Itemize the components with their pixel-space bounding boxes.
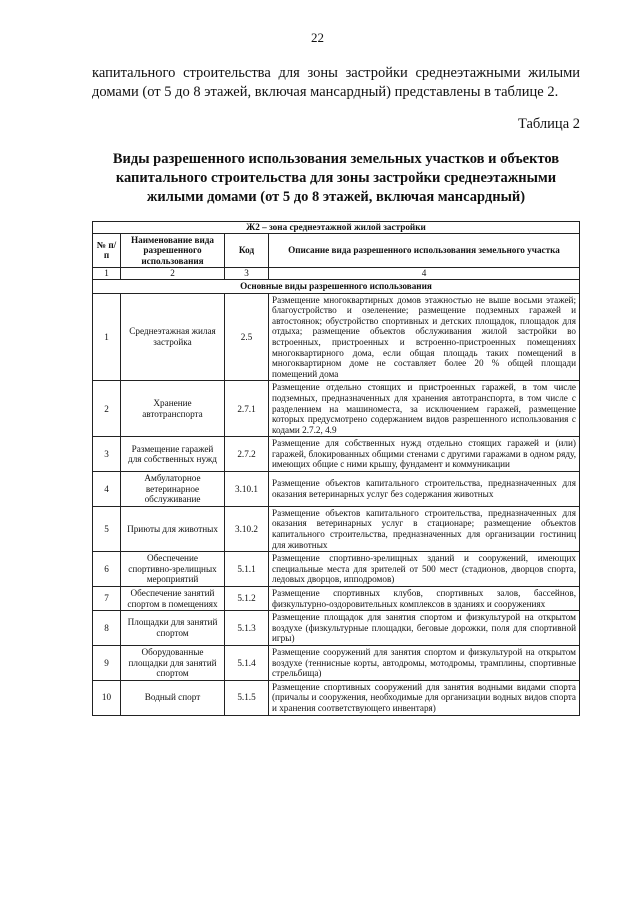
- use-name: Среднеэтажная жилая застройка: [121, 293, 225, 381]
- use-name: Оборудованные площадки для занятий спортом: [121, 645, 225, 680]
- use-description: Размещение спортивных клубов, спортивных залов, бассейнов, физкультурно-оздоровительных комплексов в зданиях и сооружениях: [269, 587, 580, 611]
- header-desc: Описание вида разрешенного использования земельного участка: [269, 233, 580, 268]
- table-label: Таблица 2: [517, 116, 580, 132]
- use-description: Размещение спортивно-зрелищных зданий и сооружений, имеющих специальные места для зрителей от 500 мест (стадионов, дворцов спорта, ледовых дворцов, ипподромов): [269, 552, 580, 587]
- use-description: Размещение отдельно стоящих и пристроенных гаражей, в том числе подземных, предназначенных для хранения автотранспорта, в том числе с разделением на машиноместа, за исключением гаражей, размещение которых предусмотрено содержанием видов разрешенного использования с кодами 2.7.2, 4.9: [269, 381, 580, 437]
- header-row: [93, 233, 580, 268]
- row-number: 5: [93, 506, 121, 551]
- use-code: 5.1.5: [225, 680, 269, 715]
- row-number: 4: [93, 472, 121, 507]
- use-code: 3.10.2: [225, 506, 269, 551]
- use-description: Размещение объектов капитального строительства, предназначенных для оказания ветеринарных услуг без содержания животных: [269, 472, 580, 507]
- row-number: 1: [93, 293, 121, 381]
- use-name: Водный спорт: [121, 680, 225, 715]
- table-row: [93, 680, 580, 715]
- table-row: [93, 381, 580, 437]
- land-use-table: [92, 221, 580, 716]
- section-title: Основные виды разрешенного использования: [93, 279, 580, 293]
- use-code: 5.1.3: [225, 611, 269, 646]
- use-name: Приюты для животных: [121, 506, 225, 551]
- use-code: 3.10.1: [225, 472, 269, 507]
- header-num: № п/п: [93, 233, 121, 268]
- header-code: Код: [225, 233, 269, 268]
- table-row: [93, 552, 580, 587]
- row-number: 6: [93, 552, 121, 587]
- use-code: 5.1.1: [225, 552, 269, 587]
- use-description: Размещение площадок для занятия спортом и физкультурой на открытом воздухе (физкультурные площадки, беговые дорожки, поля для спортивной игры): [269, 611, 580, 646]
- row-number: 2: [93, 381, 121, 437]
- use-name: Амбулаторное ветеринарное обслуживание: [121, 472, 225, 507]
- zone-title-row: [93, 222, 580, 234]
- row-number: 9: [93, 645, 121, 680]
- column-index-row: [93, 268, 580, 280]
- use-description: Размещение многоквартирных домов этажностью не выше восьми этажей; благоустройство и озеленение; размещение подземных гаражей и автостоянок; обустройство спортивных и детских площадок, площадок для отдыха; размещение объектов обслуживания жилой застройки во встроенных, пристроенных и встроенно-пристроенных помещениях многоквартирного дома, если общая площадь таких помещений в многоквартирном доме не составляет более 20 % общей площади помещений дома: [269, 293, 580, 381]
- column-index: 4: [269, 268, 580, 280]
- header-name: Наименование вида разрешенного использования: [121, 233, 225, 268]
- use-name: Обеспечение спортивно-зрелищных мероприятий: [121, 552, 225, 587]
- use-code: 5.1.2: [225, 587, 269, 611]
- use-description: Размещение спортивных сооружений для занятия водными видами спорта (причалы и сооружения, необходимые для организации водных видов спорта и хранения соответствующего инвентаря): [269, 680, 580, 715]
- use-name: Размещение гаражей для собственных нужд: [121, 437, 225, 472]
- intro-text: капитального строительства для зоны застройки среднеэтажными жилыми домами (от 5 до 8 этажей, включая мансардный) представлены в таблице 2.: [92, 65, 580, 100]
- table-row: [93, 293, 580, 381]
- use-code: 2.5: [225, 293, 269, 381]
- zone-title: Ж2 – зона среднеэтажной жилой застройки: [93, 222, 580, 234]
- use-code: 5.1.4: [225, 645, 269, 680]
- table-row: [93, 587, 580, 611]
- use-description: Размещение сооружений для занятия спортом и физкультурой на открытом воздухе (теннисные корты, автодромы, мотодромы, трамплины, спортивные стрельбища): [269, 645, 580, 680]
- intro-paragraph: [92, 64, 580, 102]
- use-code: 2.7.2: [225, 437, 269, 472]
- use-code: 2.7.1: [225, 381, 269, 437]
- table-row: [93, 437, 580, 472]
- table-row: [93, 645, 580, 680]
- table-row: [93, 611, 580, 646]
- use-description: Размещение для собственных нужд отдельно стоящих гаражей и (или) гаражей, блокированных общими стенами с другими гаражами в одном ряду, имеющих общие с ними крышу, фундамент и коммуникации: [269, 437, 580, 472]
- column-index: 3: [225, 268, 269, 280]
- row-number: 8: [93, 611, 121, 646]
- use-name: Обеспечение занятий спортом в помещениях: [121, 587, 225, 611]
- use-description: Размещение объектов капитального строительства, предназначенных для оказания ветеринарных услуг в стационаре; размещение объектов капитального строительства, предназначенных для организации гостиниц для животных: [269, 506, 580, 551]
- use-name: Хранение автотранспорта: [121, 381, 225, 437]
- column-index: 1: [93, 268, 121, 280]
- column-index: 2: [121, 268, 225, 280]
- row-number: 7: [93, 587, 121, 611]
- section-row: [93, 279, 580, 293]
- page-number: 22: [311, 30, 324, 45]
- table-row: [93, 506, 580, 551]
- row-number: 10: [93, 680, 121, 715]
- table-title: Виды разрешенного использования земельных участков и объектов капитального строительства для зоны застройки среднеэтажными жилыми домами (от 5 до 8 этажей, включая мансардный): [112, 151, 560, 205]
- use-name: Площадки для занятий спортом: [121, 611, 225, 646]
- row-number: 3: [93, 437, 121, 472]
- table-row: [93, 472, 580, 507]
